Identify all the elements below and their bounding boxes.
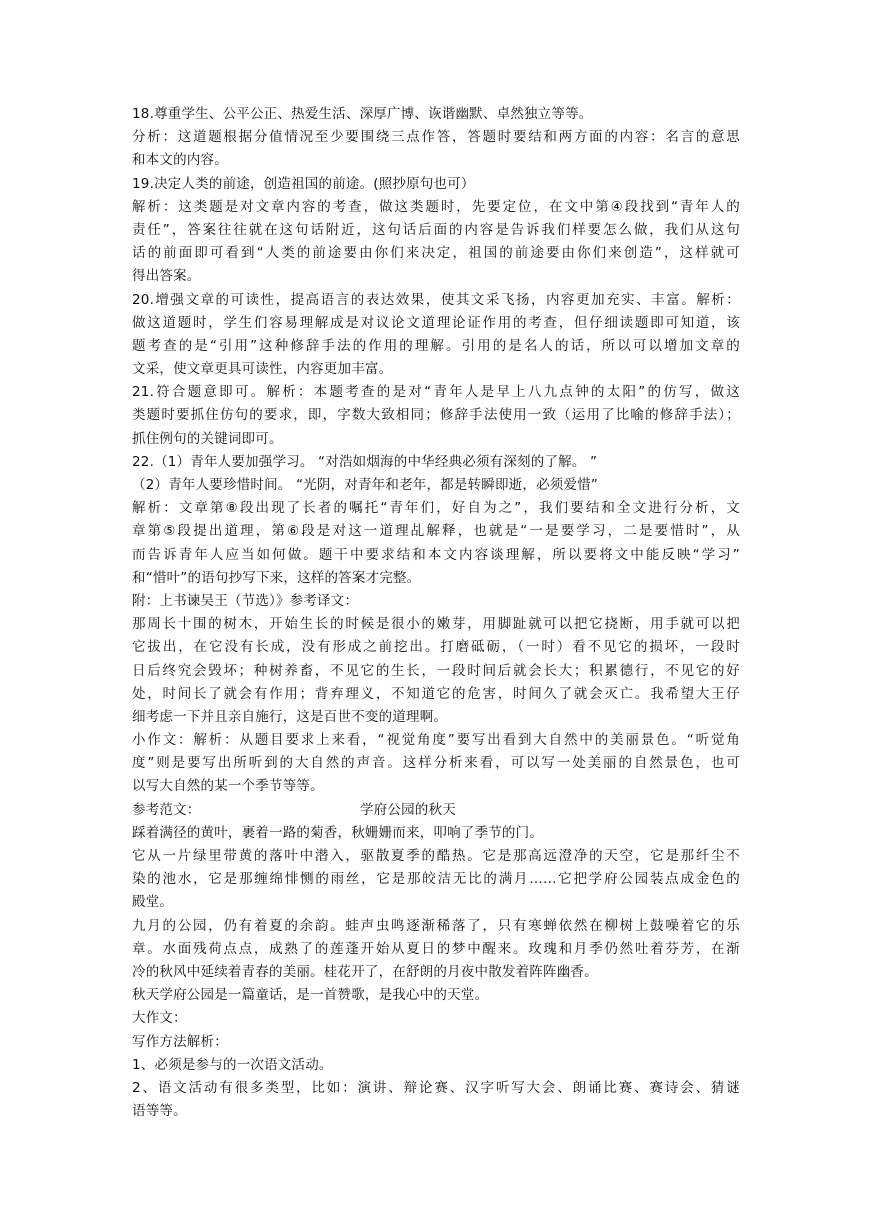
text-line: 解析：这类题是对文章内容的考查，做这类题时，先要定位，在文中第④段找到“青年人的: [132, 198, 740, 215]
text-line: 以写大自然的某一个季节等等。: [132, 778, 324, 795]
text-line: 附：上书谏吴王（节选）》参考译文：: [132, 592, 359, 609]
text-line: 章。水面残荷点点，成熟了的莲蓬开始从夏日的梦中醒来。玫瑰和月季仍然吐着芬芳，在渐: [132, 940, 740, 957]
text-line: 它拔出，在它没有长成，没有形成之前挖出。打磨砥砺，（一时）看不见它的损坏，一段时: [132, 639, 740, 656]
text-line: 抓住例句的关键词即可。: [132, 430, 283, 447]
essay-heading-row: [132, 799, 740, 822]
text-line: （2）青年人要珍惜时间。 “光阴，对青年和老年，都是转瞬即逝，必须爱惜”: [132, 477, 599, 493]
text-line: 2、语文活动有很多类型，比如：演讲、辩论赛、汉字听写大会、朗诵比赛、赛诗会、猜谜: [132, 1079, 740, 1096]
document-body: [132, 103, 740, 1123]
text-line: 它从一片绿里带黄的落叶中潜入，驱散夏季的酷热。它是那高远澄净的天空，它是那纤尘不: [132, 848, 740, 864]
text-line: 责任”，答案往往就在这句话附近，这句话后面的内容是告诉我们样要怎么做，我们从这句: [132, 221, 740, 238]
text-line: 21.符合题意即可。解析：本题考查的是对“青年人是早上八九点钟的太阳”的仿写，做这: [132, 384, 740, 401]
text-line: 踩着满径的黄叶，裹着一路的菊香，秋姗姗而来，叩响了季节的门。: [132, 824, 543, 841]
text-line: 细考虑一下并且亲自施行，这是百世不变的道理啊。: [132, 708, 448, 725]
text-line: 殿堂。: [132, 894, 174, 911]
text-line: 题考查的是“引用”这种修辞手法的作用的理解。引用的是名人的话，所以可以增加文章的: [132, 337, 740, 354]
text-line: 19.决定人类的前途，创造祖国的前途。(照抄原句也可）: [132, 175, 475, 192]
text-line: 22.（1）青年人要加强学习。 “对浩如烟海的中华经典必须有深刻的了解。 ”: [132, 453, 598, 470]
text-line: 1、必须是参与的一次语文活动。: [132, 1056, 333, 1073]
text-line: 语等等。: [132, 1103, 187, 1120]
text-line: 冷的秋风中延续着青春的美丽。桂花开了，在舒朗的月夜中散发着阵阵幽香。: [132, 963, 598, 980]
text-line: 解析：文章第⑧段出现了长者的嘱托“青年们，好自为之”，我们要结和全文进行分析，文: [132, 500, 740, 517]
text-line: 类题时要抓住仿句的要求，即，字数大致相同；修辞手法使用一致（运用了比喻的修辞手法）；: [132, 407, 740, 424]
text-line: 和本文的内容。: [132, 152, 228, 169]
text-line: 日后终究会毁坏；种树养畜，不见它的生长，一段时间后就会长大；积累德行，不见它的好: [132, 662, 740, 679]
text-line: 20.增强文章的可读性，提高语言的表达效果，使其文采飞扬，内容更加充实、丰富。解析：: [132, 291, 740, 308]
text-line: 话的前面即可看到“人类的前途要由你们来决定，祖国的前途要由你们来创造”，这样就可: [132, 245, 740, 262]
text-line: 18.尊重学生、公平公正、热爱生活、深厚广博、诙谐幽默、卓然独立等等。: [132, 106, 593, 122]
text-line: 九月的公园，仍有着夏的余韵。蛙声虫鸣逐渐稀落了，只有寒蝉依然在柳树上鼓噪着它的乐: [132, 917, 740, 934]
text-line: 小作文：解析：从题目要求上来看，“视觉角度”要写出看到大自然中的美丽景色。“听觉角: [132, 732, 740, 749]
text-line: 得出答案。: [132, 268, 201, 285]
essay-label: 参考范文：: [132, 801, 201, 818]
text-line: 秋天学府公园是一篇童话，是一首赞歌，是我心中的天堂。: [132, 987, 489, 1004]
text-line: 章第⑤段提出道理，第⑥段是对这一道理乩解释，也就是“一是要学习，二是要惜时”，从: [132, 523, 740, 540]
text-line: 做这道题时，学生们容易理解成是对议论文道理论证作用的考查，但仔细读题即可知道，该: [132, 314, 740, 331]
text-line: 写作方法解析：: [132, 1033, 228, 1050]
text-line: 而告诉青年人应当如何做。题干中要求结和本文内容谈理解，所以要将文中能反映“学习”: [132, 546, 740, 563]
text-line: 文采，使文章更具可读性，内容更加丰富。: [132, 361, 393, 378]
text-line: 和“惜叶”的语句抄写下来，这样的答案才完整。: [132, 569, 421, 586]
text-line: 大作文：: [132, 1010, 187, 1027]
text-line: 分析：这道题根据分值情况至少要围绕三点作答，答题时要结和两方面的内容：名言的意思: [132, 129, 740, 146]
essay-title: 学府公园的秋天: [360, 801, 456, 818]
text-line: 那周长十围的树木，开始生长的时候是很小的嫩芽，用脚趾就可以把它挠断，用手就可以把: [132, 616, 740, 633]
text-line: 处，时间长了就会有作用；背弃理义，不知道它的危害，时间久了就会灭亡。我希望大王仔: [132, 685, 740, 702]
text-line: 度”则是要写出所听到的大自然的声音。这样分析来看，可以写一处美丽的自然景色，也可: [132, 755, 740, 772]
text-line: 染的池水，它是那缠绵悱恻的雨丝，它是那皎洁无比的满月……它把学府公园装点成金色的: [132, 871, 740, 888]
